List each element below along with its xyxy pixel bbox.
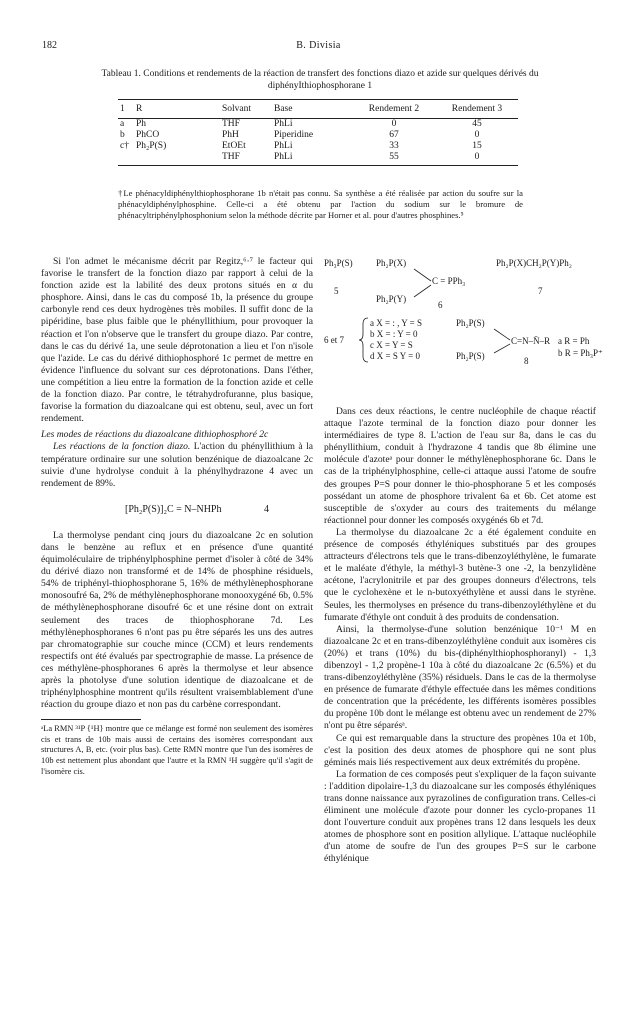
table-row — [118, 152, 518, 166]
col-header: Rendement 3 — [436, 100, 518, 119]
left-column — [41, 256, 313, 777]
page-number: 182 — [42, 40, 57, 51]
paragraph: Ainsi, la thermolyse-d'une solution benzénique 10⁻¹ M en diazoalcane 2c et en trans-dibenzoyléthylène conduit aux isomères cis (20%) et trans (10%) du bis-(diphénylthiophosphoranyl) - 1,3 dibenzoyl - 1,2 propène-1 10a à côté du diazoalcane 2c (6.5%) et du trans-dibenzoyléthylène (35%) résiduels. Dans le cas de la thermolyse en présence de fumarate d'éthyle effectuée dans les mêmes conditions de concentration que la précédente, les différents isomères possibles du propène 10b dont le mélange est obtenu avec un rendement de 27% n'ont pu être séparésᵃ. — [324, 623, 596, 732]
legend-label: 6 et 7 — [324, 335, 344, 345]
compound-number: 6 — [438, 300, 443, 310]
paragraph: La thermolyse du diazoalcane 2c a été également conduite en présence de composés éthyléniques substitués par des groupes attracteurs d'électrons tels que le trans-dibenzoyléthylène, le fumarate et le maléate d'éthyle, la méthyl-3 butène-3 one -2, la benzylidène acétone, l'acrylonitrile et par des groupes donneurs d'électrons, tels que le cyclohexène et le n-butoxyéthylène et aussi dans le styrène. Seules, les thermolyses en présence du trans-dibenzoyléthylène et du fumarate d'éthyle ont conduit à des produits de condensation. — [324, 526, 596, 623]
col-header: R — [134, 100, 220, 119]
table-cell: PhCO — [136, 130, 160, 140]
conditions-table — [118, 99, 518, 166]
legend-line: d X = S Y = 0 — [370, 351, 420, 361]
col-header: Solvant — [220, 100, 272, 119]
structure-7: Ph₂P(X)CH₂P(Y)Ph₂ — [496, 258, 572, 268]
table-cell: THF — [222, 119, 240, 129]
col-header: Rendement 2 — [352, 100, 436, 119]
table-cell: c† — [120, 141, 129, 151]
footnote-rule — [41, 719, 141, 720]
table-cell: Ph — [136, 119, 147, 129]
structure-6-top: Ph₂P(X) — [376, 258, 407, 268]
table-cell: 45 — [472, 119, 482, 129]
table-cell: a — [120, 119, 125, 129]
paragraph: Si l'on admet le mécanisme décrit par Regitz,⁶·⁷ le facteur qui favorise le transfert de la fonction diazo par rapport à celui de la fonction azide est la labilité des deux protons situés en α du phosphore. Ainsi, dans le cas du composé 1b, la présence du groupe carbonyle rend ces deux hydrogènes très mobiles. Il suffit donc de la pipéridine, base plus faible que le phényllithium, pour provoquer la réaction et l'on n'observe que le transfert du groupe diazo. Par contre, dans le cas du dérivé 1a, une seule déprotonation a lieu et l'on n'isole que l'azide. Le cas du dérivé dithiophosphoré 1c permet de mettre en évidence l'influence du solvant sur ces déprotonations. Dans l'éther, une compétition a lieu entre la formation de la fonction azide et celle de la fonction diazo. Par contre, le tétrahydrofuranne, plus basique, favorise la formation du diazoalcane qui est obtenu, seul, avec un fort rendement. — [41, 256, 313, 425]
table-cell: THF — [220, 152, 272, 166]
structure-6-bottom: Ph₂P(Y) — [376, 294, 407, 304]
paragraph: La formation de ces composés peut s'expliquer de la façon suivante : l'addition dipolaire-1,3 du diazoalcane sur les composés éthyléniques trans donne naissance aux pyrazolines de configuration trans. Celles-ci éliminent une molécule d'azote pour donner les cyclo-propanes 11 dont l'ouverture conduit aux propènes trans 12 dans lesquels les deux atomes de phosphore sont en position allylique. L'attaque nucléophile d'un atome de soufre de l'un des groupes P=S sur le carbone éthylénique — [324, 768, 596, 865]
compound-number: 8 — [524, 356, 529, 366]
table-caption: Tableau 1. Conditions et rendements de la réaction de transfert des fonctions diazo et azide sur quelques dérivés du diphényIthiophosphorane 1 — [101, 69, 539, 91]
table-cell: Piperidine — [274, 130, 314, 140]
table-footnote: †Le phénacyldiphénylthiophosphorane 1b n'était pas connu. Sa synthèse a été réalisée par action du soufre sur la phénacyldiphénylphosphine. Celle-ci a été obtenu par l'action du sodium sur le bromure de phénacyltriphénylphosphonium selon la méthode décrite par Horner et al. pour d'autres phosphines.⁵ — [118, 188, 523, 220]
table-row — [118, 141, 518, 152]
table-cell: Ph₂P(S) — [136, 141, 167, 151]
paragraph: La thermolyse pendant cinq jours du diazoalcane 2c en solution dans le benzène au reflux et en présence d'une quantité équimoléculaire de triphénylphosphine permet d'isoler à côté de 34% du dérivé diazo non transformé et de 14% de phosphine résiduels, 54% de triphényl-thiophosphorane 5, 16% de méthylènephosphorane monosoufré 6a, 2% de méthylènephosphorane monooxygéné 6b, 0.5% de méthylènephosphorane disoufré 6c et une résine dont on extrait seulement des traces de thiophosphorane 7d. Les méthylènephosphoranes 6 n'ont pas pu être séparés les uns des autres par chromatographie sur couche mince (CCM) et leurs rendements respectifs ont été évalués par spectrographie de masse. La présence de ces méthylène-phosphoranes 6 après la thermolyse et leur absence après la photolyse d'une solution identique de diazoalcane et de triphénylphosphine montrent qu'ils résultent vraisemblablement d'une réaction du groupe diazo et non pas du carbène correspondant. — [41, 529, 313, 711]
chemical-structures — [324, 256, 603, 406]
table-cell: PhLi — [272, 152, 352, 166]
table-cell — [134, 152, 220, 166]
table-cell: 15 — [472, 141, 482, 151]
formula-number: 4 — [264, 503, 269, 515]
structure-8-top: Ph₂P(S) — [456, 318, 485, 328]
r-substituent: b R = Ph₃P⁺ — [558, 348, 603, 358]
structure-8-bottom: Ph₂P(S) — [456, 351, 485, 361]
structure-5: Ph₃P(S) — [324, 258, 353, 268]
table-row — [118, 119, 518, 131]
table-cell: EtOEt — [222, 141, 246, 151]
paragraph: Dans ces deux réactions, le centre nucléophile de chaque réactif attaque l'azote terminal de la fonction diazo pour donner les intermédiaires de type 8. L'action de l'eau sur 8a, dans le cas du phényllithium, conduit à l'hydrazone 4 tandis que 8b élimine une molécule d'azoteᵃ pour donner le méthylènephosphorane 6c. Dans le cas de la triphénylphosphine, celle-ci attaque aussi l'atome de soufre des groupes P=S pour donner le thio-phosphorane 5 et les composés possédant un atome de phosphore trivalent 6a et 6b. Cet atome est susceptible de s'oxyder au cours des traitements du mélange réactionnel pour donner les composés oxygénés 6b et 7d. — [324, 406, 596, 526]
paragraph: Ce qui est remarquable dans la structure des propènes 10a et 10b, c'est la position des deux atomes de phosphore qui ne sont plus géminés mais liés respectivement aux deux extrémités du propène. — [324, 732, 596, 768]
table-cell: 67 — [389, 130, 399, 140]
table-cell: PhLi — [274, 119, 293, 129]
table-cell — [118, 152, 134, 166]
table-row — [118, 130, 518, 141]
table-cell: PhLi — [274, 141, 293, 151]
structure-6-ylide: C = PPh₃ — [432, 276, 466, 286]
col-header: Base — [272, 100, 352, 119]
compound-number: 5 — [334, 286, 339, 296]
paragraph-lead: Les réactions de la fonction diazo. — [53, 441, 191, 453]
footnote: ᵃLa RMN ³¹P {¹H} montre que ce mélange est formé non seulement des isomères cis et trans de 10b mais aussi de certains des isomères correspondant aux structures A, B, etc. (voir plus bas). Cette RMN montre que l'un des isomères de 10b est nettement plus abondant que l'autre et la RMN ¹H suggère qu'il s'agit de l'isomère cis. — [41, 724, 313, 776]
paragraph — [41, 441, 313, 489]
structure-8-hydrazone: C=N–N̄–R — [511, 336, 551, 346]
r-substituent: a R = Ph — [558, 336, 590, 346]
right-column — [324, 256, 603, 866]
running-head: B. Divisia — [296, 40, 341, 51]
legend-line: b X = : Y = 0 — [370, 329, 418, 339]
table-header-row — [118, 100, 518, 119]
formula-4 — [41, 504, 313, 516]
table-cell: 0 — [436, 152, 518, 166]
page-header — [42, 40, 595, 54]
table-cell: 0 — [391, 119, 397, 129]
legend-line: a X = : , Y = S — [370, 318, 422, 328]
formula-text: [Ph₂P(S)]₂C = N–NHPh — [124, 503, 222, 515]
col-header: 1 — [118, 100, 134, 119]
table-cell: 0 — [474, 130, 480, 140]
paragraph-body: L'action du phényllithium à la température ordinaire sur une solution benzénique de diazoalcane 2c suivie d'une hydrolyse conduit à la phénylhydrazone 4 avec un rendement de 89%. — [41, 441, 313, 489]
table-cell: PhH — [222, 130, 239, 140]
section-title: Les modes de réactions du diazoalcane dithiophosphoré 2c — [41, 429, 269, 441]
table-cell: 55 — [352, 152, 436, 166]
legend-line: c X = Y = S — [370, 340, 413, 350]
table-cell: b — [120, 130, 125, 140]
compound-number: 7 — [538, 286, 543, 296]
table-cell: 33 — [389, 141, 399, 151]
